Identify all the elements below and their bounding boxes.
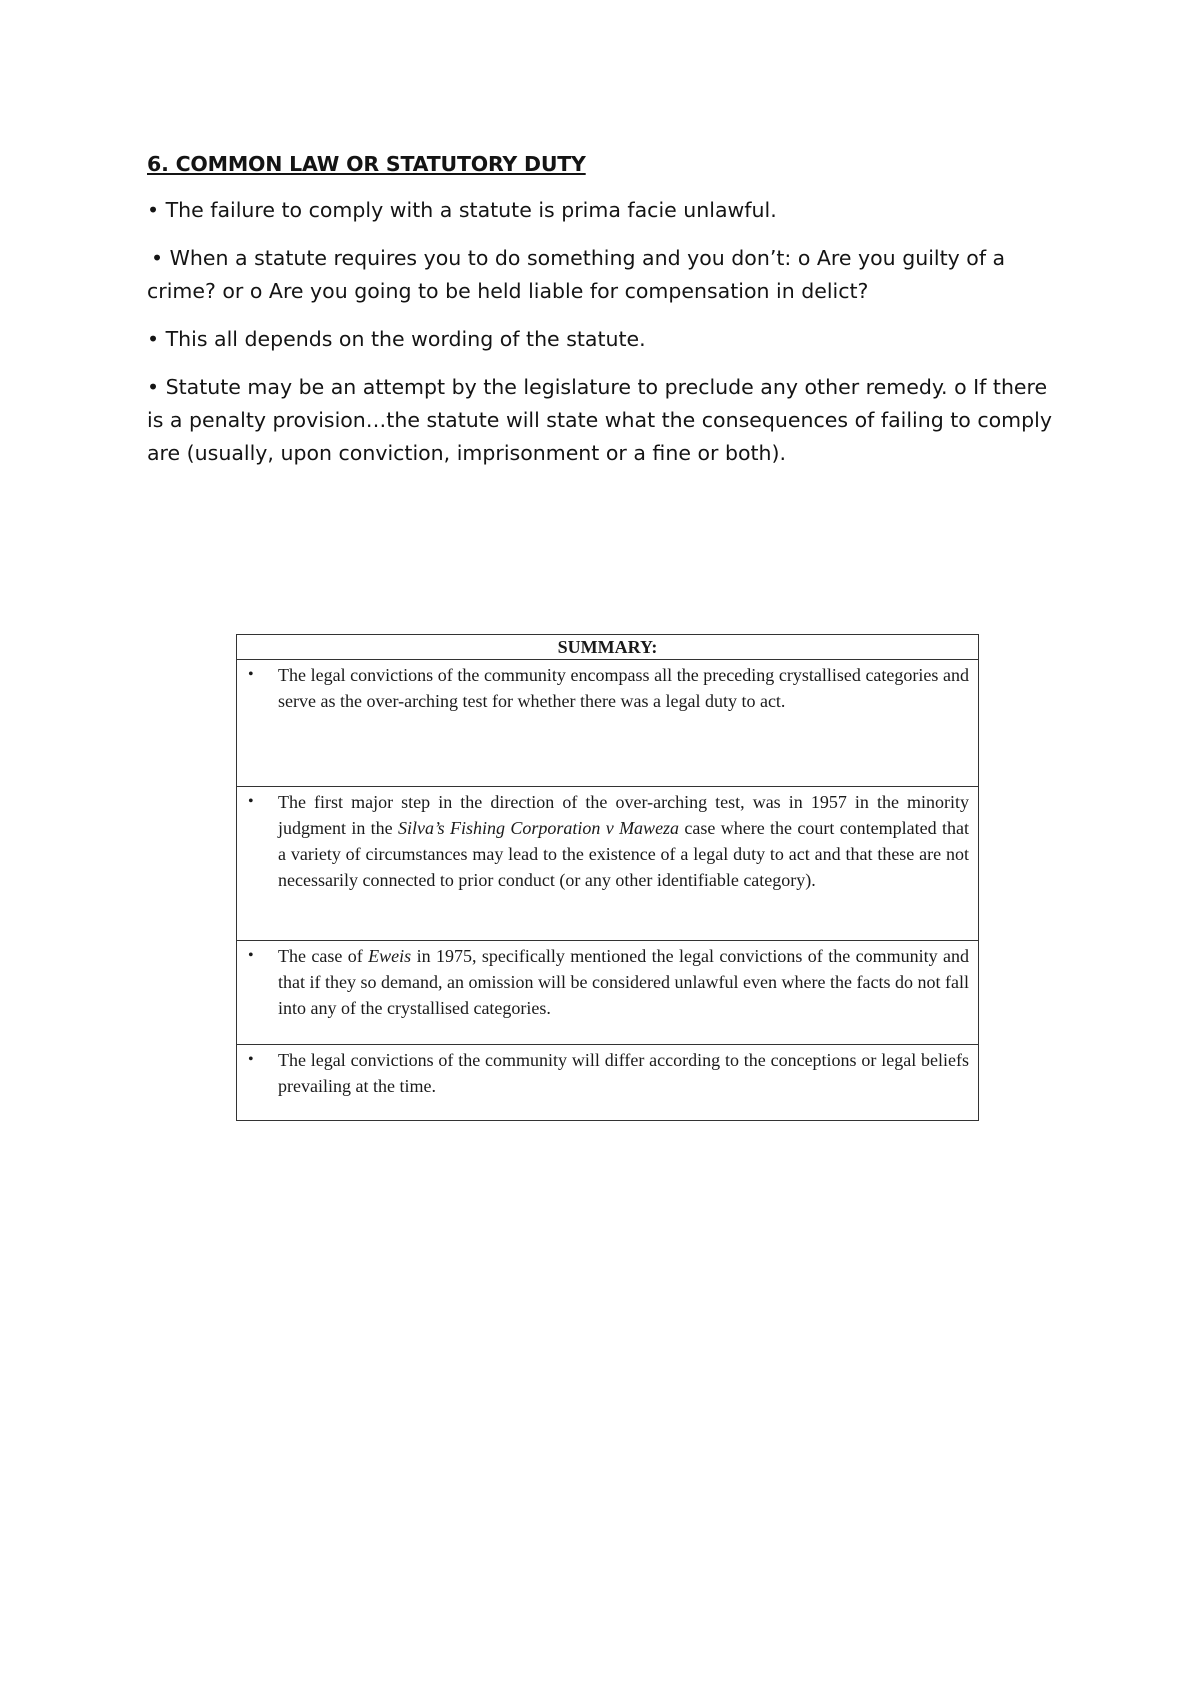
summary-row xyxy=(237,660,979,787)
paragraph-4: • Statute may be an attempt by the legislature to preclude any other remedy. o If there is a penalty provision…the statute will state what the consequences of failing to comply are (usually, upon conviction, imprisonment or a fine or both). xyxy=(147,375,1052,465)
paragraph-2: • When a statute requires you to do something and you don’t: o Are you guilty of a crime? or o Are you going to be held liable for compensation in delict? xyxy=(147,246,1006,303)
summary-table xyxy=(236,634,979,1121)
case-name: Eweis xyxy=(368,946,412,966)
summary-row-text: The legal convictions of the community will differ according to the conceptions or legal beliefs prevailing at the time. xyxy=(278,1050,969,1096)
section-heading: 6. COMMON LAW OR STATUTORY DUTY xyxy=(147,152,586,176)
bullet-icon: • xyxy=(248,666,254,683)
summary-row-text-part: in 1975, specifically mentioned the legal convictions of the community and that if they so demand, an omission will be considered unlawful even where the facts do not fall into any of the crystallised categories. xyxy=(278,946,969,1018)
summary-row-text-part: The case of xyxy=(278,946,369,966)
summary-row xyxy=(237,941,979,1045)
bullet-icon: • xyxy=(248,1051,254,1068)
summary-row-text-part: case where the court contemplated that a variety of circumstances may lead to the existence of a legal duty to act and that these are not necessarily connected to prior conduct (or any other identifiable category). xyxy=(278,818,969,890)
case-name: Silva’s Fishing Corporation v Maweza xyxy=(398,818,680,838)
paragraph-1: • The failure to comply with a statute is prima facie unlawful. xyxy=(147,198,777,222)
summary-row xyxy=(237,1045,979,1121)
paragraph-3: • This all depends on the wording of the statute. xyxy=(147,327,646,351)
summary-row xyxy=(237,787,979,941)
notes-body xyxy=(147,148,1052,485)
summary-row-text-part: The first major step in the direction of the over-arching test, was in 1957 in the minority judgment in the xyxy=(278,792,969,838)
summary-row-text xyxy=(278,789,969,893)
bullet-icon: • xyxy=(248,947,254,964)
summary-title: SUMMARY: xyxy=(237,635,979,660)
summary-row-text xyxy=(278,943,969,1021)
bullet-icon: • xyxy=(248,793,254,810)
summary-row-text: The legal convictions of the community encompass all the preceding crystallised categories and serve as the over-arching test for whether there was a legal duty to act. xyxy=(278,665,969,711)
